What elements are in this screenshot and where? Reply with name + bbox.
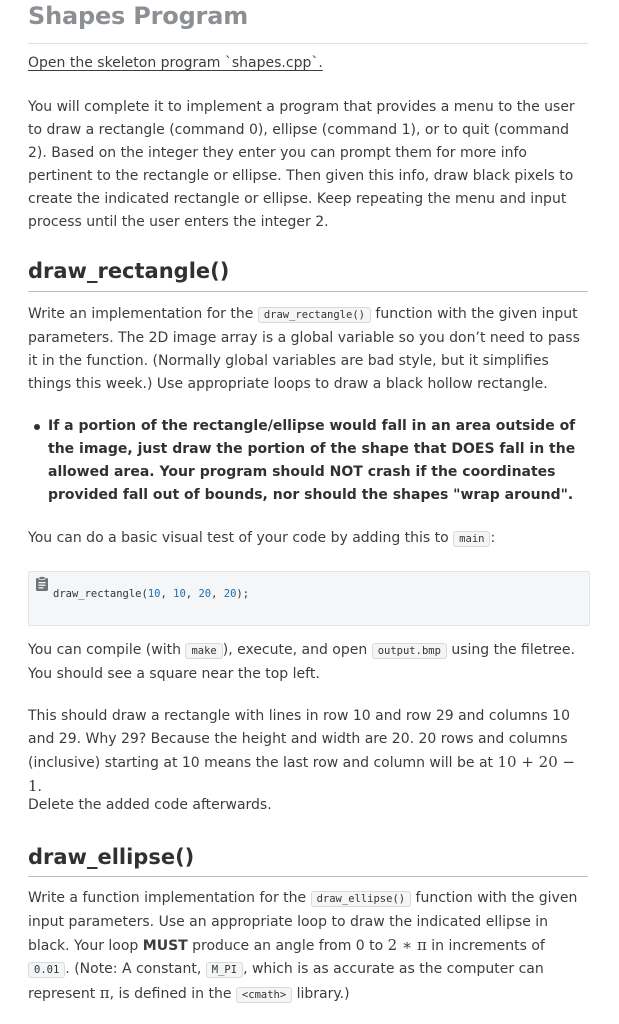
- text: .: [37, 779, 42, 795]
- text: You can compile (with: [28, 642, 186, 658]
- inline-code: draw_ellipse(): [311, 891, 412, 907]
- inline-code: make: [185, 643, 222, 659]
- text: function with the given input parameters. The 2D image array is a global variable so you don’t need to pass it in the function. (Normally global variables are bad style, but it simplifies things this week.) Use appropriate loops to draw a black hollow rectangle.: [28, 306, 580, 392]
- math-expression: 10 + 20 − 1: [28, 753, 576, 795]
- code-line: draw_rectangle(10, 10, 20, 20);: [53, 588, 250, 600]
- text: Write an implementation for the: [28, 306, 258, 322]
- skeleton-link[interactable]: Open the skeleton program `shapes.cpp`.: [28, 55, 323, 71]
- ellipse-divider: [28, 876, 588, 877]
- inline-code: main: [453, 531, 490, 547]
- draw-rectangle-heading: draw_rectangle(): [28, 259, 230, 283]
- text: This should draw a rectangle with lines in row 10 and row 29 and columns 10 and 29. Why 29? Because the height and width are 20. 20 rows and columns (inclusive) starting at 10 means the last row and column will be at: [28, 708, 570, 771]
- draw-ellipse-heading: draw_ellipse(): [28, 845, 195, 869]
- rectangle-paragraph: [28, 303, 590, 396]
- inline-code: <cmath>: [236, 987, 292, 1003]
- text: You can do a basic visual test of your code by adding this to: [28, 530, 454, 546]
- code-arg: 10: [147, 588, 161, 600]
- math-expression: π: [99, 984, 110, 1002]
- text: library.): [292, 986, 350, 1002]
- rectangle-divider: [28, 291, 588, 292]
- intro-link-line: [28, 52, 590, 75]
- visual-test-line: [28, 527, 590, 551]
- bullet-text: If a portion of the rectangle/ellipse would fall in an area outside of the image, just draw the portion of the shape that DOES fall in the allowed area. Your program should NOT crash if the coordinates provided fall out of bounds, nor should the shapes "wrap around".: [48, 418, 576, 503]
- text: in increments of: [426, 938, 545, 954]
- clipboard-icon[interactable]: [35, 576, 49, 592]
- inline-code: 0.01: [28, 962, 65, 978]
- inline-code: draw_rectangle(): [258, 307, 371, 323]
- page-title: Shapes Program: [28, 2, 248, 30]
- math-expression: 2 ∗ π: [387, 936, 427, 954]
- bullet-icon: [34, 424, 40, 430]
- text: . (Note: A constant,: [65, 961, 206, 977]
- inline-code: M_PI: [206, 962, 243, 978]
- text: using the filetree. You should see a square near the top left.: [28, 642, 575, 682]
- text: , is defined in the: [109, 986, 236, 1002]
- text: function with the given input parameters. Use an appropriate loop to draw the indicated ellipse in black. Your loop: [28, 890, 578, 954]
- inline-code: output.bmp: [372, 643, 447, 659]
- text: ), execute, and open: [222, 642, 372, 658]
- intro-paragraph: You will complete it to implement a program that provides a menu to the user to draw a rectangle (command 0), ellipse (command 1), or to quit (command 2). Based on the integer they enter you can prompt them for more info pertinent to the rectangle or ellipse. Then given this info, draw black pixels to create the indicated rectangle or ellipse. Keep repeating the menu and input process until the user enters the integer 2.: [28, 99, 575, 230]
- text: :: [490, 530, 496, 546]
- code-arg: 20: [198, 588, 212, 600]
- emphasis: MUST: [142, 938, 188, 954]
- delete-note: Delete the added code afterwards.: [28, 797, 272, 813]
- code-block: [28, 571, 590, 626]
- explain-paragraph: [28, 705, 590, 799]
- code-end: );: [236, 588, 250, 600]
- title-divider: [28, 43, 588, 44]
- code-arg: 10: [173, 588, 186, 600]
- code-arg: 20: [223, 588, 237, 600]
- text: , which is as accurate as the computer can represent: [28, 961, 544, 1002]
- bounds-bullet: [34, 415, 590, 507]
- compile-paragraph: [28, 639, 590, 686]
- code-function: draw_rectangle(: [53, 588, 148, 600]
- ellipse-paragraph: [28, 887, 590, 1007]
- text: Write a function implementation for the: [28, 890, 311, 906]
- text: produce an angle from 0 to: [187, 938, 388, 954]
